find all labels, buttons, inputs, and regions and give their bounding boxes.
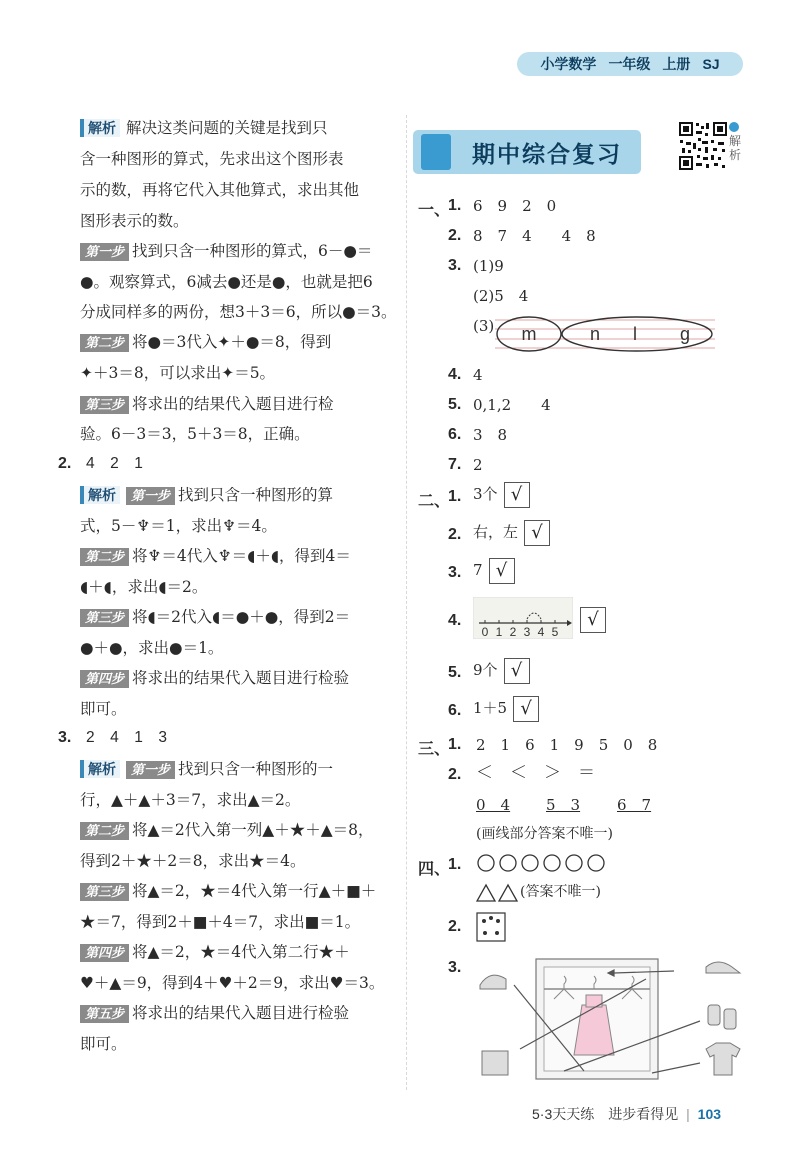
section-title: 期中综合复习 xyxy=(472,140,622,167)
answer-text: 9个 xyxy=(473,661,498,679)
s1-q3-num: 3. xyxy=(448,257,462,274)
text: 将▲＝2，★＝4代入第一行▲＋■＋ xyxy=(132,882,377,900)
s4-q1-num: 1. xyxy=(448,856,462,873)
text: 将▲＝2代入第一列▲＋★＋▲＝8， xyxy=(132,821,374,839)
section-flag-icon xyxy=(421,134,451,170)
text: 找到只含一种图形的算 xyxy=(178,486,334,504)
step-label: 第五步 xyxy=(80,1005,129,1023)
circle-shape xyxy=(478,855,494,871)
answer-text: 7 xyxy=(473,561,483,579)
p1-step1-l3: 分成同样多的两份，想3＋3＝6，所以●＝3。 xyxy=(80,303,397,321)
section-1-label: 一、 xyxy=(418,202,451,219)
p1-line-1 xyxy=(80,118,328,138)
s1-q1-answer: 6 9 2 0 xyxy=(473,197,557,215)
tick-0: 0 xyxy=(481,625,489,639)
q3-step5-l2: 即可。 xyxy=(80,1035,127,1053)
answer-text: 1＋5 xyxy=(473,699,508,717)
s2-q6-num: 6. xyxy=(448,702,462,719)
q2-step1-l2: 式，5－♆＝1，求出♆＝4。 xyxy=(80,517,277,535)
answer-text: 3个 xyxy=(473,485,498,503)
s1-q1-num: 1. xyxy=(448,197,462,214)
s3-q2-answer: ＜ ＜ ＞ ＝ xyxy=(476,763,595,783)
s2-q4-num: 4. xyxy=(448,612,462,629)
step-label: 第一步 xyxy=(126,487,175,505)
volume-label: 上册 xyxy=(662,56,691,72)
footer-separator: | xyxy=(686,1106,690,1122)
circle-shape xyxy=(566,855,582,871)
s2-q1-num: 1. xyxy=(448,488,462,505)
s4-q3-num: 3. xyxy=(448,959,462,976)
q2-step3-l1 xyxy=(80,607,350,627)
s1-q3-part1: (1)9 xyxy=(473,257,504,275)
q3-step4-l2: ♥＋▲＝9，得到4＋♥＋2＝9，求出♥＝3。 xyxy=(80,974,385,992)
step-label: 第四步 xyxy=(80,670,129,688)
answer-text: 右，左 xyxy=(473,523,519,541)
page-footer xyxy=(532,1104,721,1124)
text: 解决这类问题的关键是找到只 xyxy=(126,119,328,137)
analysis-tag: 解析 xyxy=(80,486,120,504)
tick-1: 1 xyxy=(495,625,503,639)
play-icon xyxy=(729,122,739,132)
s2-q3-num: 3. xyxy=(448,564,462,581)
p1-step3-l1 xyxy=(80,394,334,414)
s2-q2-num: 2. xyxy=(448,526,462,543)
text: 将♆＝4代入♆＝◖＋◖，得到4＝ xyxy=(132,547,351,565)
footer-slogan: 5·3天天练 进步看得见 xyxy=(532,1106,679,1122)
s1-q4-answer: 4 xyxy=(473,366,483,384)
s3-q2-note: (画线部分答案不唯一) xyxy=(476,826,613,842)
s1-q7-num: 7. xyxy=(448,456,462,473)
q2-step2-l2: ◖＋◖，求出◖＝2。 xyxy=(80,578,208,596)
s2-q5-answer xyxy=(473,658,530,684)
book-header-tab xyxy=(517,52,743,76)
p1-line-4: 图形表示的数。 xyxy=(80,212,189,230)
s2-q6-answer xyxy=(473,696,539,722)
letter-n: n xyxy=(589,324,601,344)
p1-step2-l2: ✦＋3＝8，可以求出✦＝5。 xyxy=(80,364,276,382)
check-box: √ xyxy=(504,658,530,684)
step-label: 第二步 xyxy=(80,548,129,566)
q2-step3-l2: ●＋●，求出●＝1。 xyxy=(80,639,224,657)
s3-q2-pair-1: 0 4 xyxy=(476,796,511,814)
wardrobe-matching-figure xyxy=(474,955,756,1085)
qr-label-text: 解析 xyxy=(729,134,742,162)
step-label: 第三步 xyxy=(80,883,129,901)
q2-answer: 4 2 1 xyxy=(86,455,143,472)
circle-shape xyxy=(588,855,604,871)
qr-code-icon[interactable] xyxy=(678,121,728,171)
six-circles-figure xyxy=(476,852,608,874)
circle-shape xyxy=(544,855,560,871)
s1-q2-num: 2. xyxy=(448,227,462,244)
s1-q2-answer: 8 7 4 4 8 xyxy=(473,227,596,245)
grade-label: 一年级 xyxy=(608,56,651,72)
s3-q1-num: 1. xyxy=(448,736,462,753)
q3-step1-l2: 行，▲＋▲＋3＝7，求出▲＝2。 xyxy=(80,791,301,809)
text: 找到只含一种图形的一 xyxy=(178,760,334,778)
column-divider xyxy=(406,115,407,1090)
check-box: √ xyxy=(580,607,606,633)
q2-number: 2. xyxy=(58,455,72,472)
q3-step5-l1 xyxy=(80,1003,349,1023)
s3-q2-num: 2. xyxy=(448,766,462,783)
q3-number: 3. xyxy=(58,729,72,746)
s1-q7-answer: 2 xyxy=(473,456,483,474)
dice-five-figure xyxy=(476,912,506,942)
tick-2: 2 xyxy=(509,625,517,639)
number-line-figure xyxy=(473,597,573,639)
p1-step2-l1 xyxy=(80,332,331,352)
letter-m: m xyxy=(521,324,537,344)
q3-step4-l1 xyxy=(80,942,350,962)
p1-line-3: 示的数，再将它代入其他算式，求出其他 xyxy=(80,181,360,199)
s3-q1-answer: 2 1 6 1 9 5 0 8 xyxy=(476,736,658,754)
q3-step3-l2: ★＝7，得到2＋■＋4＝7，求出■＝1。 xyxy=(80,913,361,931)
s2-q3-answer xyxy=(473,558,515,584)
triangle-shape xyxy=(499,885,517,901)
q3-step1-l1 xyxy=(80,759,333,779)
s3-q2-pair-3: 6 7 xyxy=(617,796,652,814)
tick-3: 3 xyxy=(523,625,531,639)
s1-q6-num: 6. xyxy=(448,426,462,443)
check-box: √ xyxy=(489,558,515,584)
q2-step4-l2: 即可。 xyxy=(80,700,127,718)
q2-step1-l1 xyxy=(80,485,333,505)
text: 将▲＝2，★＝4代入第二行★＋ xyxy=(132,943,350,961)
p1-step3-l2: 验。6－3＝3，5＋3＝8，正确。 xyxy=(80,425,310,443)
check-box: √ xyxy=(504,482,530,508)
p1-line-2: 含一种图形的算式，先求出这个图形表 xyxy=(80,150,344,168)
step-label: 第三步 xyxy=(80,396,129,414)
check-box: √ xyxy=(524,520,550,546)
section-3-label: 三、 xyxy=(418,741,451,758)
s2-q5-num: 5. xyxy=(448,664,462,681)
q3-step2-l2: 得到2＋★＋2＝8，求出★＝4。 xyxy=(80,852,306,870)
text: 将◖＝2代入◖＝●＋●，得到2＝ xyxy=(132,608,351,626)
two-triangles-figure xyxy=(476,883,520,903)
step-label: 第三步 xyxy=(80,609,129,627)
s1-q4-num: 4. xyxy=(448,366,462,383)
step-label: 第二步 xyxy=(80,822,129,840)
letter-l: l xyxy=(633,324,637,344)
tick-5: 5 xyxy=(551,625,559,639)
s1-q6-answer: 3 8 xyxy=(473,426,508,444)
text: 将求出的结果代入题目进行检验 xyxy=(132,1004,350,1022)
text: 将求出的结果代入题目进行检 xyxy=(132,395,334,413)
q3-answer: 2 4 1 3 xyxy=(86,729,167,746)
q2-step2-l1 xyxy=(80,546,351,566)
analysis-tag: 解析 xyxy=(80,760,120,778)
s1-q3-part3: (3) xyxy=(473,317,495,335)
check-box: √ xyxy=(513,696,539,722)
step-label: 第一步 xyxy=(80,243,129,261)
s1-q3-part2: (2)5 4 xyxy=(473,287,529,305)
subject-label: 小学数学 xyxy=(540,56,597,72)
step-label: 第二步 xyxy=(80,334,129,352)
s4-q1-note: (答案不唯一) xyxy=(520,884,601,900)
triangle-shape xyxy=(477,885,495,901)
q2-step4-l1 xyxy=(80,668,349,688)
letter-g: g xyxy=(679,324,691,344)
text: 将求出的结果代入题目进行检验 xyxy=(132,669,350,687)
analysis-tag: 解析 xyxy=(80,119,120,137)
page-number: 103 xyxy=(697,1106,722,1122)
text: 将●＝3代入✦＋●＝8，得到 xyxy=(132,333,332,351)
p1-step1-l2: ●。观察算式，6减去●还是●，也就是把6 xyxy=(80,273,373,291)
s1-q5-num: 5. xyxy=(448,396,462,413)
s2-q2-answer xyxy=(473,520,550,546)
q3-step3-l1 xyxy=(80,881,376,901)
tick-4: 4 xyxy=(537,625,545,639)
q3-step2-l1 xyxy=(80,820,374,840)
circle-shape xyxy=(500,855,516,871)
step-label: 第四步 xyxy=(80,944,129,962)
section-4-label: 四、 xyxy=(418,861,451,878)
qr-label xyxy=(729,122,743,162)
s3-q2-pair-2: 5 3 xyxy=(546,796,581,814)
s2-q1-answer xyxy=(473,482,530,508)
step-label: 第一步 xyxy=(126,761,175,779)
s2-q4-check xyxy=(574,607,606,633)
section-2-label: 二、 xyxy=(418,493,451,510)
p1-step1-l1 xyxy=(80,241,372,261)
edition-label: SJ xyxy=(702,56,720,72)
s1-q5-answer: 0,1,2 4 xyxy=(473,396,551,414)
s4-q2-num: 2. xyxy=(448,918,462,935)
text: 找到只含一种图形的算式，6－●＝ xyxy=(132,242,373,260)
letter-writing-grid xyxy=(495,312,715,356)
circle-shape xyxy=(522,855,538,871)
